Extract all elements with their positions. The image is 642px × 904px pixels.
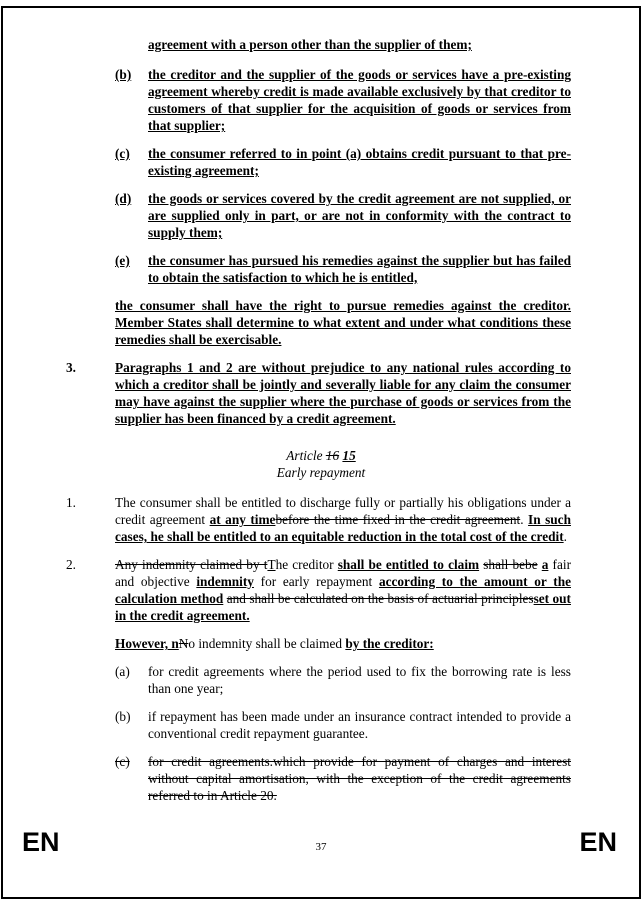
inserted-text: Paragraphs 1 and 2 are without prejudice to any national rules according to which a creditor shall be jointly and severally liable for any claim the consumer may have against the supplier where the purchase of goods or services from the supplier has been financed by a credit agreement. (115, 360, 571, 426)
text-run: The consumer shall be entitled to discharge fully or partially his obligations under a credit agreement (115, 495, 571, 527)
closing-paragraph (115, 297, 571, 348)
paragraph-text (115, 494, 571, 545)
paragraph-text (115, 556, 571, 624)
list-item-label: (c) (115, 146, 130, 161)
list-item-text: the consumer has pursued his remedies against the supplier but has failed to obtain the satisfaction to which he is entitled, (148, 253, 571, 285)
article-heading (0, 447, 642, 481)
inserted-text: T (267, 557, 276, 572)
language-code-left: EN (22, 827, 60, 857)
list-item-label: (c) (115, 754, 130, 769)
list-item-label: (a) (115, 664, 130, 679)
page-content (0, 36, 642, 815)
inserted-text: a (541, 557, 549, 572)
sub-item-a (115, 663, 571, 697)
text-run: . (520, 512, 529, 527)
list-item-text: the consumer referred to in point (a) obtains credit pursuant to that pre-existing agreement; (148, 146, 571, 178)
text-run: o indemnity shall be claimed (188, 636, 346, 651)
paragraph-number: 2. (66, 557, 76, 572)
deleted-text: shall bebe (483, 557, 538, 572)
article-subtitle: Early repayment (276, 465, 366, 480)
sub-item-b (115, 708, 571, 742)
inserted-text: shall be entitled to claim (337, 557, 480, 572)
paragraph-number: 1. (66, 495, 76, 510)
numbered-paragraph-3 (66, 359, 571, 427)
text-run: for early repayment (253, 574, 379, 589)
list-item-label: (b) (115, 67, 132, 82)
list-item-label: (e) (115, 253, 130, 268)
language-code-right: EN (579, 827, 617, 857)
list-item-b (115, 66, 571, 134)
deleted-text: before the time fixed in the credit agreement (275, 512, 521, 527)
sub-item-c-deleted (115, 753, 571, 804)
continuation-line (148, 36, 571, 53)
deleted-text: and shall be calculated on the basis of actuarial principles (226, 591, 534, 606)
inserted-text: the consumer shall have the right to pursue remedies against the creditor. Member States shall determine to what extent and under what conditions these remedies shall be exercisable. (115, 298, 571, 347)
list-item-e (115, 252, 571, 286)
inserted-text: according to the amount or the calculation method (115, 574, 571, 606)
inserted-text: However, n (115, 636, 179, 651)
inserted-text: by the creditor: (345, 636, 434, 651)
deleted-text: for credit agreements.which provide for payment of charges and interest without capital amortisation, with the exception of the credit agreements referred to in Article 20. (148, 754, 571, 803)
inserted-text: agreement with a person other than the supplier of them; (148, 37, 472, 52)
however-paragraph (115, 635, 571, 652)
inserted-text: indemnity (196, 574, 254, 589)
list-item-c (115, 145, 571, 179)
inserted-text: In such cases, he shall be entitled to an equitable reduction in the total cost of the credit (115, 512, 571, 544)
numbered-paragraph-1 (66, 494, 571, 545)
page-number: 37 (315, 841, 327, 853)
numbered-paragraph-2 (66, 556, 571, 624)
list-item-label: (b) (115, 709, 131, 724)
text-run: he creditor (275, 557, 338, 572)
inserted-text: at any time (209, 512, 276, 527)
list-item-text: if repayment has been made under an insurance contract intended to provide a conventional credit repayment guarantee. (148, 709, 571, 741)
inserted-article-number: 15 (342, 448, 356, 463)
text-run: fair and objective (115, 557, 571, 589)
article-title-line (0, 447, 642, 464)
list-item-text: the creditor and the supplier of the goods or services have a pre-existing agreement whereby credit is made available exclusively by that creditor to customers of that supplier for the acquisition of goods or services from that supplier; (148, 67, 571, 133)
text-run: . (563, 529, 567, 544)
deleted-text: N (178, 636, 189, 651)
deleted-article-number: 16 (325, 448, 340, 463)
list-item-text: for credit agreements where the period used to fix the borrowing rate is less than one year; (148, 664, 571, 696)
list-item-text: the goods or services covered by the credit agreement are not supplied, or are supplied only in part, or are not in conformity with the contract to supply them; (148, 191, 571, 240)
paragraph-number: 3. (66, 360, 76, 375)
article-word: Article (286, 448, 323, 463)
deleted-text: Any indemnity claimed by t (115, 557, 268, 572)
inserted-text: set out in the credit agreement. (115, 591, 571, 623)
list-item-d (115, 190, 571, 241)
list-item-label: (d) (115, 191, 132, 206)
